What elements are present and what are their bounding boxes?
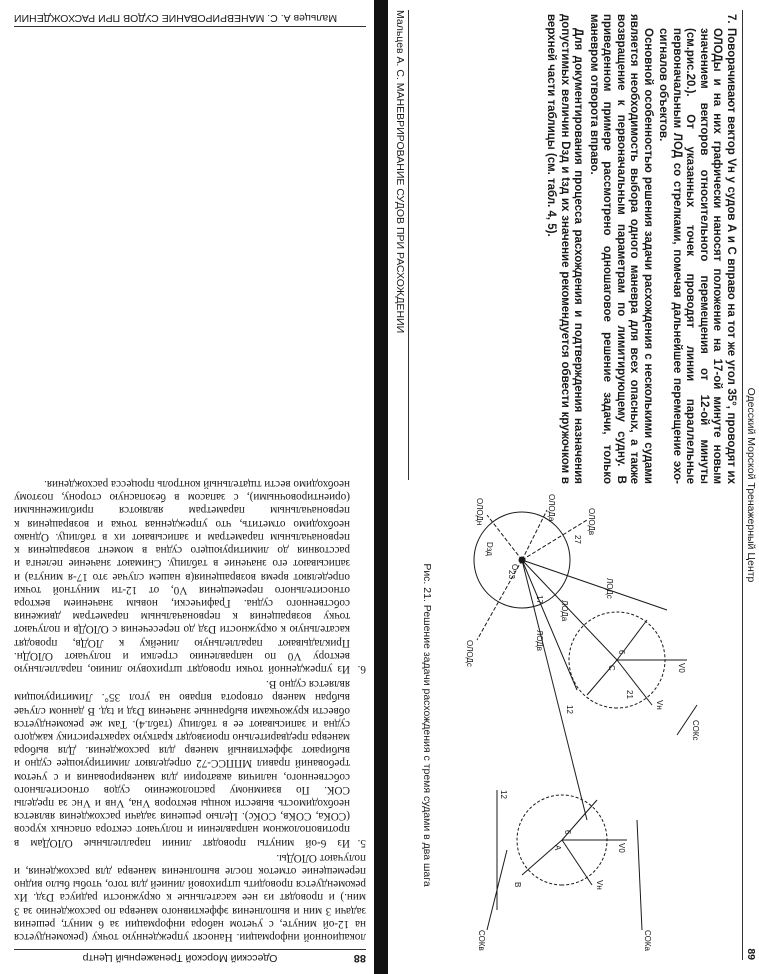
- label-point-a: А: [553, 845, 562, 851]
- label-v0-1: V0: [677, 663, 686, 673]
- relative-motion-line: [522, 560, 587, 820]
- page-88-footer: Мальцев А. С. МАНЕВРИРОВАНИЕ СУДОВ ПРИ РАСХОЖДЕНИИ: [14, 12, 366, 27]
- page-89-para-2: Для документирования процесса расхождения и подтверждения назначения допустимых величин Dзд и tзд их значение рекомендуется обвести кружочком в верхней части таблицы (см. табл. 4, 5).: [545, 14, 585, 484]
- page-89-body: [542, 14, 737, 484]
- page-89-item-7: [656, 14, 737, 484]
- figure-21: [417, 490, 737, 960]
- label-time-21: 21: [625, 690, 634, 699]
- label-time-27: 27: [573, 535, 582, 544]
- vn-vector-a: [617, 660, 652, 705]
- label-dzd: Dзд: [485, 542, 494, 556]
- label-time-23: 23: [507, 570, 516, 579]
- label-sok-a: СОКа: [643, 930, 652, 951]
- figure-21-diagram: [447, 490, 737, 960]
- item-5-number: 5.: [357, 836, 366, 849]
- item-5-text: Из 6-ой минуты проводят линии параллельные ОЛОДам в противоположном направлении и получают сектора опасных курсов (СОКа, СОКв, СОКс). Целью решения задачи расхождения является необходимость вывести концы векторов Vна, Vнв и Vнс за пределы СОК. По взаимному расположению судов относительного собственного, наличия акватории для маневрирования и с учетом требований правил МППСС-72 определяют лимитирующее судно и выбирают эффективный маневр для расхождения. Для выбора маневра предварительно производят краткую характеристику каждого судна и записывают ее в таблицу (табл.4). Там же рекомендуется обвести кружочками выбранные значения Dзд и tзд. В данном случае выбран маневр отворота вправо на угол 35°. Лимитирующим является судно В.: [14, 678, 350, 849]
- label-olod-v: ОЛОДв: [587, 508, 596, 536]
- sok-a-line: [637, 820, 642, 930]
- label-time-6a: 6: [617, 650, 626, 655]
- page-89-header-title: Одесский Морской Тренажерный Центр: [745, 387, 757, 583]
- label-vn-1: Vн: [655, 700, 664, 710]
- page-88-number: 88: [353, 952, 366, 964]
- label-vn-2: Vн: [595, 880, 604, 890]
- label-point-c: С: [607, 665, 616, 671]
- page-88-item-5: [14, 677, 366, 849]
- page-89: [390, 0, 759, 974]
- page-88-item-6: [14, 477, 366, 675]
- vn-vector-2a: [562, 840, 592, 885]
- label-sok-c: СОКс: [691, 720, 700, 741]
- page-88-header-title: Одесский Морской Тренажерный Центр: [82, 952, 278, 964]
- item-7-number: 7.: [725, 14, 737, 24]
- page-88-header: [14, 949, 366, 964]
- label-point-o: О: [510, 564, 519, 571]
- label-lod-a: ЛОДа: [560, 600, 569, 622]
- label-olod-s: ОЛОДс: [465, 640, 474, 667]
- label-olod-a: ОЛОДа: [547, 494, 556, 522]
- book-binding-shadow: [374, 0, 388, 974]
- item-7-text: Поворачивают вектор Vн у судов А и С вправо на тот же угол 35°, проводят их ОЛОДы и на них графически наносят положение на 17-ой минуте новым значением векторов относительного перемещения от 12-ой минуты (см.рис.20.). От указанных точек проводят линии параллельные первоначальным ЛОД со стрелками, помечая дальнейшее перемещение эхо-сигналов объектов.: [657, 28, 737, 484]
- label-time-6b: 6: [563, 830, 572, 835]
- label-lod-v: ЛОДв: [535, 630, 544, 651]
- page-89-para-1: Основной особенностью решения задачи расхождения с несколькими судами является необходимость выбора одного маневра для всех опасных, а также возвращение к первоначальным параметрам по лимитирующему судну. В приведенном примере рассмотрено одношаговое решение задачи, только маневром отворота вправо.: [588, 14, 654, 484]
- page-88-body: [14, 477, 366, 943]
- label-time-17: 17: [535, 595, 544, 604]
- figure-21-caption: Рис. 21. Решение задачи расхождения с тремя судами в два шага: [421, 563, 433, 887]
- label-olod-n: ОЛОДн: [475, 498, 484, 526]
- item-6-text: Из упрежденной точки проводят штриховую линию, параллельную вектору V0 по направлению стрелки и получают ОЛОДн. Прикладывают параллельную линейку к ЛОДв, проводят касательную к окружности Dзд до пересечения с ОЛОДв и получают точку возвращения к первоначальным параметрам движения собственного судна. Графически, новым значением вектора относительного перемещения V0, от 12-ти минутной точки определяют время возвращения(в нашем случае это 17-я минута) и записывают его значение в таблицу. Снимают значение пеленга и расстояния до лимитирующего судна в момент возвращения к первоначальным параметрам и записывают их в таблицу. Однако необходимо отметить, что упрежденная точка и возвращения к первоначальным параметрам являются приближенными (ориентировочными), с запасом в безопасную сторону, поэтому необходимо вести тщательный контроль процесса расхождения.: [14, 478, 350, 675]
- label-time-12a: 12: [565, 705, 574, 714]
- label-point-b: В: [513, 882, 522, 888]
- page-88-intro: локационной информации. Наносят упрежденную точку (рекомендуется на 12-ой минуте, с учетом набора информации за 6 минут, решения задачи 3 мин и выполнения эффективного маневра по расхождению за 3 мин.) и проводят из нее касательные к окружности радиуса Dзд. Их рекомендуется проводить штриховой линией для того, чтобы было видно перемещение отметок после выполнения маневра для расхождения, и получают ОЛОДы.: [14, 851, 366, 943]
- page-89-footer: Мальцев А. С. МАНЕВРИРОВАНИЕ СУДОВ ПРИ РАСХОЖДЕНИИ: [394, 10, 409, 480]
- item-6-number: 6.: [357, 662, 366, 675]
- page-89-header: [742, 10, 757, 960]
- label-time-12b: 12: [499, 790, 508, 799]
- page-89-number: 89: [745, 948, 757, 960]
- label-v0-2: V0: [617, 843, 626, 853]
- label-sok-v: СОКв: [477, 930, 486, 951]
- label-lod-s: ЛОДс: [605, 578, 614, 599]
